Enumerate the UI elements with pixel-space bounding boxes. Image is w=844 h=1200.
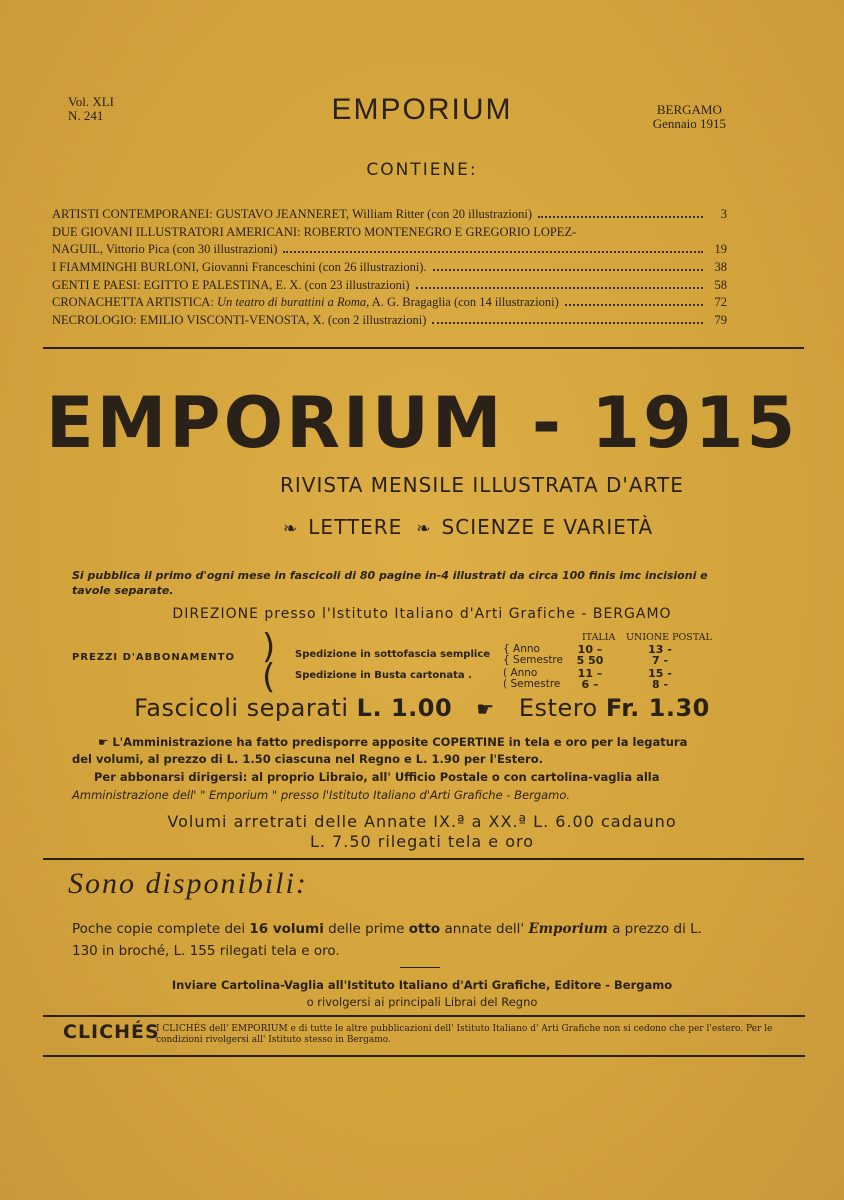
ad-sections [283, 515, 653, 539]
abbonarsi-address: Amministrazione dell' " Emporium " presso l'Istituto Italiano d'Arti Grafiche - Bergamo. [72, 788, 571, 802]
ad-subtitle: RIVISTA MENSILE ILLUSTRATA D'ARTE [280, 473, 684, 497]
toc-title-pre: CRONACHETTA ARTISTICA: [52, 295, 217, 310]
price-value: 6 – [581, 678, 599, 691]
toc-title: ARTISTI CONTEMPORANEI: GUSTAVO JEANNERET, William Ritter (con 20 illustrazioni) [52, 207, 532, 221]
copertine-note [72, 734, 700, 768]
price-value: 5 50 [576, 654, 604, 667]
price-value: 10 – [577, 643, 603, 656]
section-lettere: LETTERE [308, 515, 403, 539]
period-anno: { Anno [503, 643, 540, 655]
toc-entry [52, 225, 727, 243]
toc-title: I FIAMMINGHI BURLONI, Giovanni Franceschini (con 26 illustrazioni). [52, 260, 427, 275]
ornament-icon: ❧ [283, 519, 299, 539]
toc-leader-dots [432, 322, 703, 324]
toc-leader-dots [416, 287, 704, 289]
volumi-rilegati: L. 7.50 rilegati tela e oro [309, 832, 535, 851]
period-semestre: { Semestre [503, 654, 563, 666]
fascicoli-price: L. 1.00 [356, 694, 453, 722]
toc-leader-dots [565, 304, 703, 306]
fascicoli-line [0, 694, 844, 722]
issue-number: N. 241 [68, 108, 104, 123]
ad-title: EMPORIUM - 1915 [45, 382, 799, 464]
price-value: 8 - [651, 678, 669, 691]
toc-title: GENTI E PAESI: EGITTO E PALESTINA, E. X. (con 23 illustrazioni) [52, 277, 410, 292]
toc-leader-dots [538, 216, 703, 218]
toc-entry [52, 313, 727, 331]
publication-note: Si pubblica il primo d'ogni mese in fascicoli di 80 pagine in-4 illustrati da circa 100 finis imc incisioni e tavole separate. [72, 569, 708, 597]
price-value: 7 - [651, 654, 669, 667]
masthead: EMPORIUM [331, 93, 513, 126]
city: BERGAMO [656, 102, 722, 117]
col-unione: UNIONE POSTAL [626, 632, 712, 643]
toc-title [52, 295, 559, 310]
toc-page: 72 [714, 295, 727, 310]
direzione-line: DIREZIONE presso l'Istituto Italiano d'Arti Grafiche - BERGAMO [172, 606, 672, 622]
place-date [653, 103, 726, 131]
toc-entry [52, 295, 727, 313]
abbonarsi-line-2 [72, 787, 712, 804]
contents-heading: CONTIENE: [366, 160, 478, 180]
pointing-hand-icon: ☛ [98, 735, 109, 749]
toc-page: 3 [720, 207, 727, 221]
pointing-hand-icon: ☛ [476, 697, 495, 721]
period-labels [503, 668, 560, 690]
section-scienze: SCIENZE E VARIETÀ [441, 515, 654, 539]
estero-label: Estero [518, 694, 598, 722]
sono-heading: Sono disponibili: [68, 867, 308, 900]
rivolgersi-line: o rivolgersi ai principali Librai del Regno [306, 995, 538, 1009]
volumi-arretrati: Volumi arretrati delle Annate IX.ª a XX.ª L. 6.00 cadauno [167, 812, 677, 831]
price-value: 13 - [648, 643, 672, 656]
abbonarsi-line: Per abbonarsi dirigersi: al proprio Libraio, all' Ufficio Postale o con cartolina-vaglia alla [94, 770, 660, 784]
toc-page: 38 [714, 260, 727, 275]
toc-leader-dots [433, 269, 703, 271]
price-value: 11 – [577, 667, 603, 680]
toc-leader-dots [283, 251, 703, 253]
inviare-line: Inviare Cartolina-Vaglia all'Istituto Italiano d'Arti Grafiche, Editore - Bergamo [171, 978, 673, 992]
ornament-icon: ❧ [416, 519, 432, 539]
toc-title-italic: Un teatro di burattini a Roma, [216, 295, 370, 310]
issue-date: Gennaio 1915 [652, 116, 726, 131]
copertine-text: L'Amministrazione ha fatto predisporre apposite COPERTINE in tela e oro per la legatura del volumi, al prezzo di L. 1.50 ciascuna nel Regno e L. 1.90 per l'Estero. [72, 735, 688, 766]
period-anno: ( Anno [503, 667, 538, 679]
spedizione-2: Spedizione in Busta cartonata . [295, 670, 472, 681]
period-semestre: ( Semestre [503, 678, 561, 690]
spedizione-1: Spedizione in sottofascia semplice [295, 649, 491, 660]
short-divider [400, 967, 440, 968]
col-italia: ITALIA [582, 632, 616, 643]
toc-page: 79 [714, 313, 727, 328]
toc-entry [52, 207, 727, 225]
brace-icon: ( [262, 657, 276, 697]
divider [43, 858, 804, 860]
toc-page: 19 [714, 242, 727, 257]
toc-title: DUE GIOVANI ILLUSTRATORI AMERICANI: ROBERTO MONTENEGRO E GREGORIO LOPEZ- [52, 224, 577, 239]
period-labels [503, 644, 563, 666]
toc-entry [52, 260, 727, 278]
divider [43, 347, 804, 349]
table-of-contents [52, 207, 727, 331]
toc-title: NAGUIL, Vittorio Pica (con 30 illustrazioni) [52, 242, 278, 257]
toc-title: NECROLOGIO: EMILIO VISCONTI-VENOSTA, X. (con 2 illustrazioni) [52, 313, 427, 328]
poche-copie-text: Poche copie complete dei 16 volumi delle prime otto annate dell' Emporium a prezzo di L. 130 in broché, L. 155 rilegati tela e oro. [72, 921, 702, 959]
cliches-text: I CLICHÉS dell' EMPORIUM e di tutte le altre pubblicazioni dell' Istituto Italiano d' Arti Grafiche non si cedono che per l'estero. Per le condizioni rivolgersi all' Istituto stesso in Bergamo. [156, 1024, 773, 1045]
prezzi-label: PREZZI D'ABBONAMENTO [72, 652, 235, 663]
price-value: 15 - [648, 667, 672, 680]
toc-entry [52, 242, 727, 260]
toc-title-post: A. G. Bragaglia (con 14 illustrazioni) [369, 295, 559, 310]
cliches-title: CLICHÉS [63, 1021, 160, 1043]
brace-icon: ) [262, 627, 276, 667]
toc-page: 58 [714, 277, 727, 292]
fascicoli-label: Fascicoli separati [134, 694, 349, 722]
estero-price: Fr. 1.30 [605, 694, 710, 722]
toc-entry [52, 278, 727, 296]
volume-number: Vol. XLI [68, 94, 114, 109]
